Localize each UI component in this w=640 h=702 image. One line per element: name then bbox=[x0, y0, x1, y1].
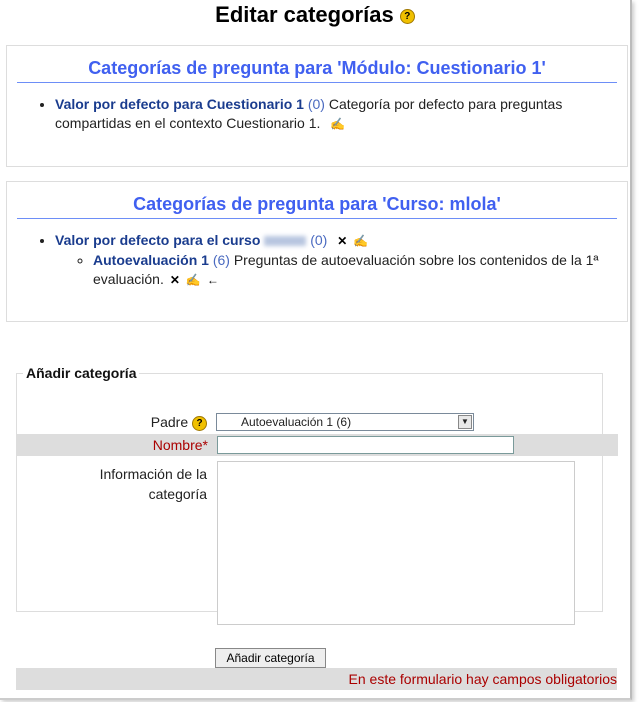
parent-select[interactable]: Autoevaluación 1 (6) ▼ bbox=[216, 413, 474, 431]
name-input[interactable] bbox=[217, 436, 514, 454]
delete-icon[interactable]: ✕ bbox=[337, 234, 348, 248]
list-item bbox=[93, 251, 627, 290]
name-row bbox=[17, 434, 618, 456]
category-link[interactable]: Valor por defecto para Cuestionario 1 bbox=[55, 96, 304, 112]
question-count[interactable]: (0) bbox=[307, 96, 325, 112]
add-category-fieldset bbox=[16, 365, 603, 612]
help-icon[interactable]: ? bbox=[400, 9, 415, 24]
question-count[interactable]: (6) bbox=[212, 252, 230, 268]
page-title: Editar categorías ? bbox=[0, 2, 630, 28]
module-categories-box bbox=[6, 45, 628, 167]
required-fields-note: En este formulario hay campos obligatorios bbox=[16, 668, 617, 690]
section-heading: Categorías de pregunta para 'Curso: mlola' bbox=[17, 194, 617, 219]
info-textarea[interactable] bbox=[217, 461, 575, 625]
info-row bbox=[17, 461, 617, 502]
category-description: Categoría por defecto para preguntas compartidas en el contexto Cuestionario 1. bbox=[55, 96, 563, 131]
edit-icon[interactable]: ✍ bbox=[330, 117, 346, 131]
add-category-button[interactable]: Añadir categoría bbox=[215, 648, 326, 668]
edit-icon[interactable]: ✍ bbox=[185, 273, 201, 287]
fieldset-legend: Añadir categoría bbox=[26, 365, 137, 381]
chevron-down-icon[interactable]: ▼ bbox=[458, 415, 472, 429]
delete-icon[interactable]: ✕ bbox=[169, 273, 180, 287]
help-icon[interactable]: ? bbox=[192, 416, 207, 431]
list-item bbox=[55, 95, 627, 134]
parent-row bbox=[17, 411, 617, 433]
edit-icon[interactable]: ✍ bbox=[353, 234, 369, 248]
list-item bbox=[55, 231, 627, 290]
info-label: Información de la categoría bbox=[99, 466, 207, 502]
category-link[interactable]: Valor por defecto para el curso bbox=[55, 232, 261, 248]
blurred-course-name bbox=[264, 236, 306, 246]
question-count[interactable]: (0) bbox=[310, 232, 328, 248]
category-description: Preguntas de autoevaluación sobre los contenidos de la 1ª evaluación. bbox=[93, 252, 599, 287]
parent-label: Padre ? bbox=[151, 414, 207, 431]
section-heading: Categorías de pregunta para 'Módulo: Cuestionario 1' bbox=[17, 58, 617, 83]
course-categories-box bbox=[6, 181, 628, 322]
category-link[interactable]: Autoevaluación 1 bbox=[93, 252, 209, 268]
move-left-icon[interactable]: ← bbox=[206, 273, 219, 287]
name-label: Nombre* bbox=[152, 437, 208, 453]
